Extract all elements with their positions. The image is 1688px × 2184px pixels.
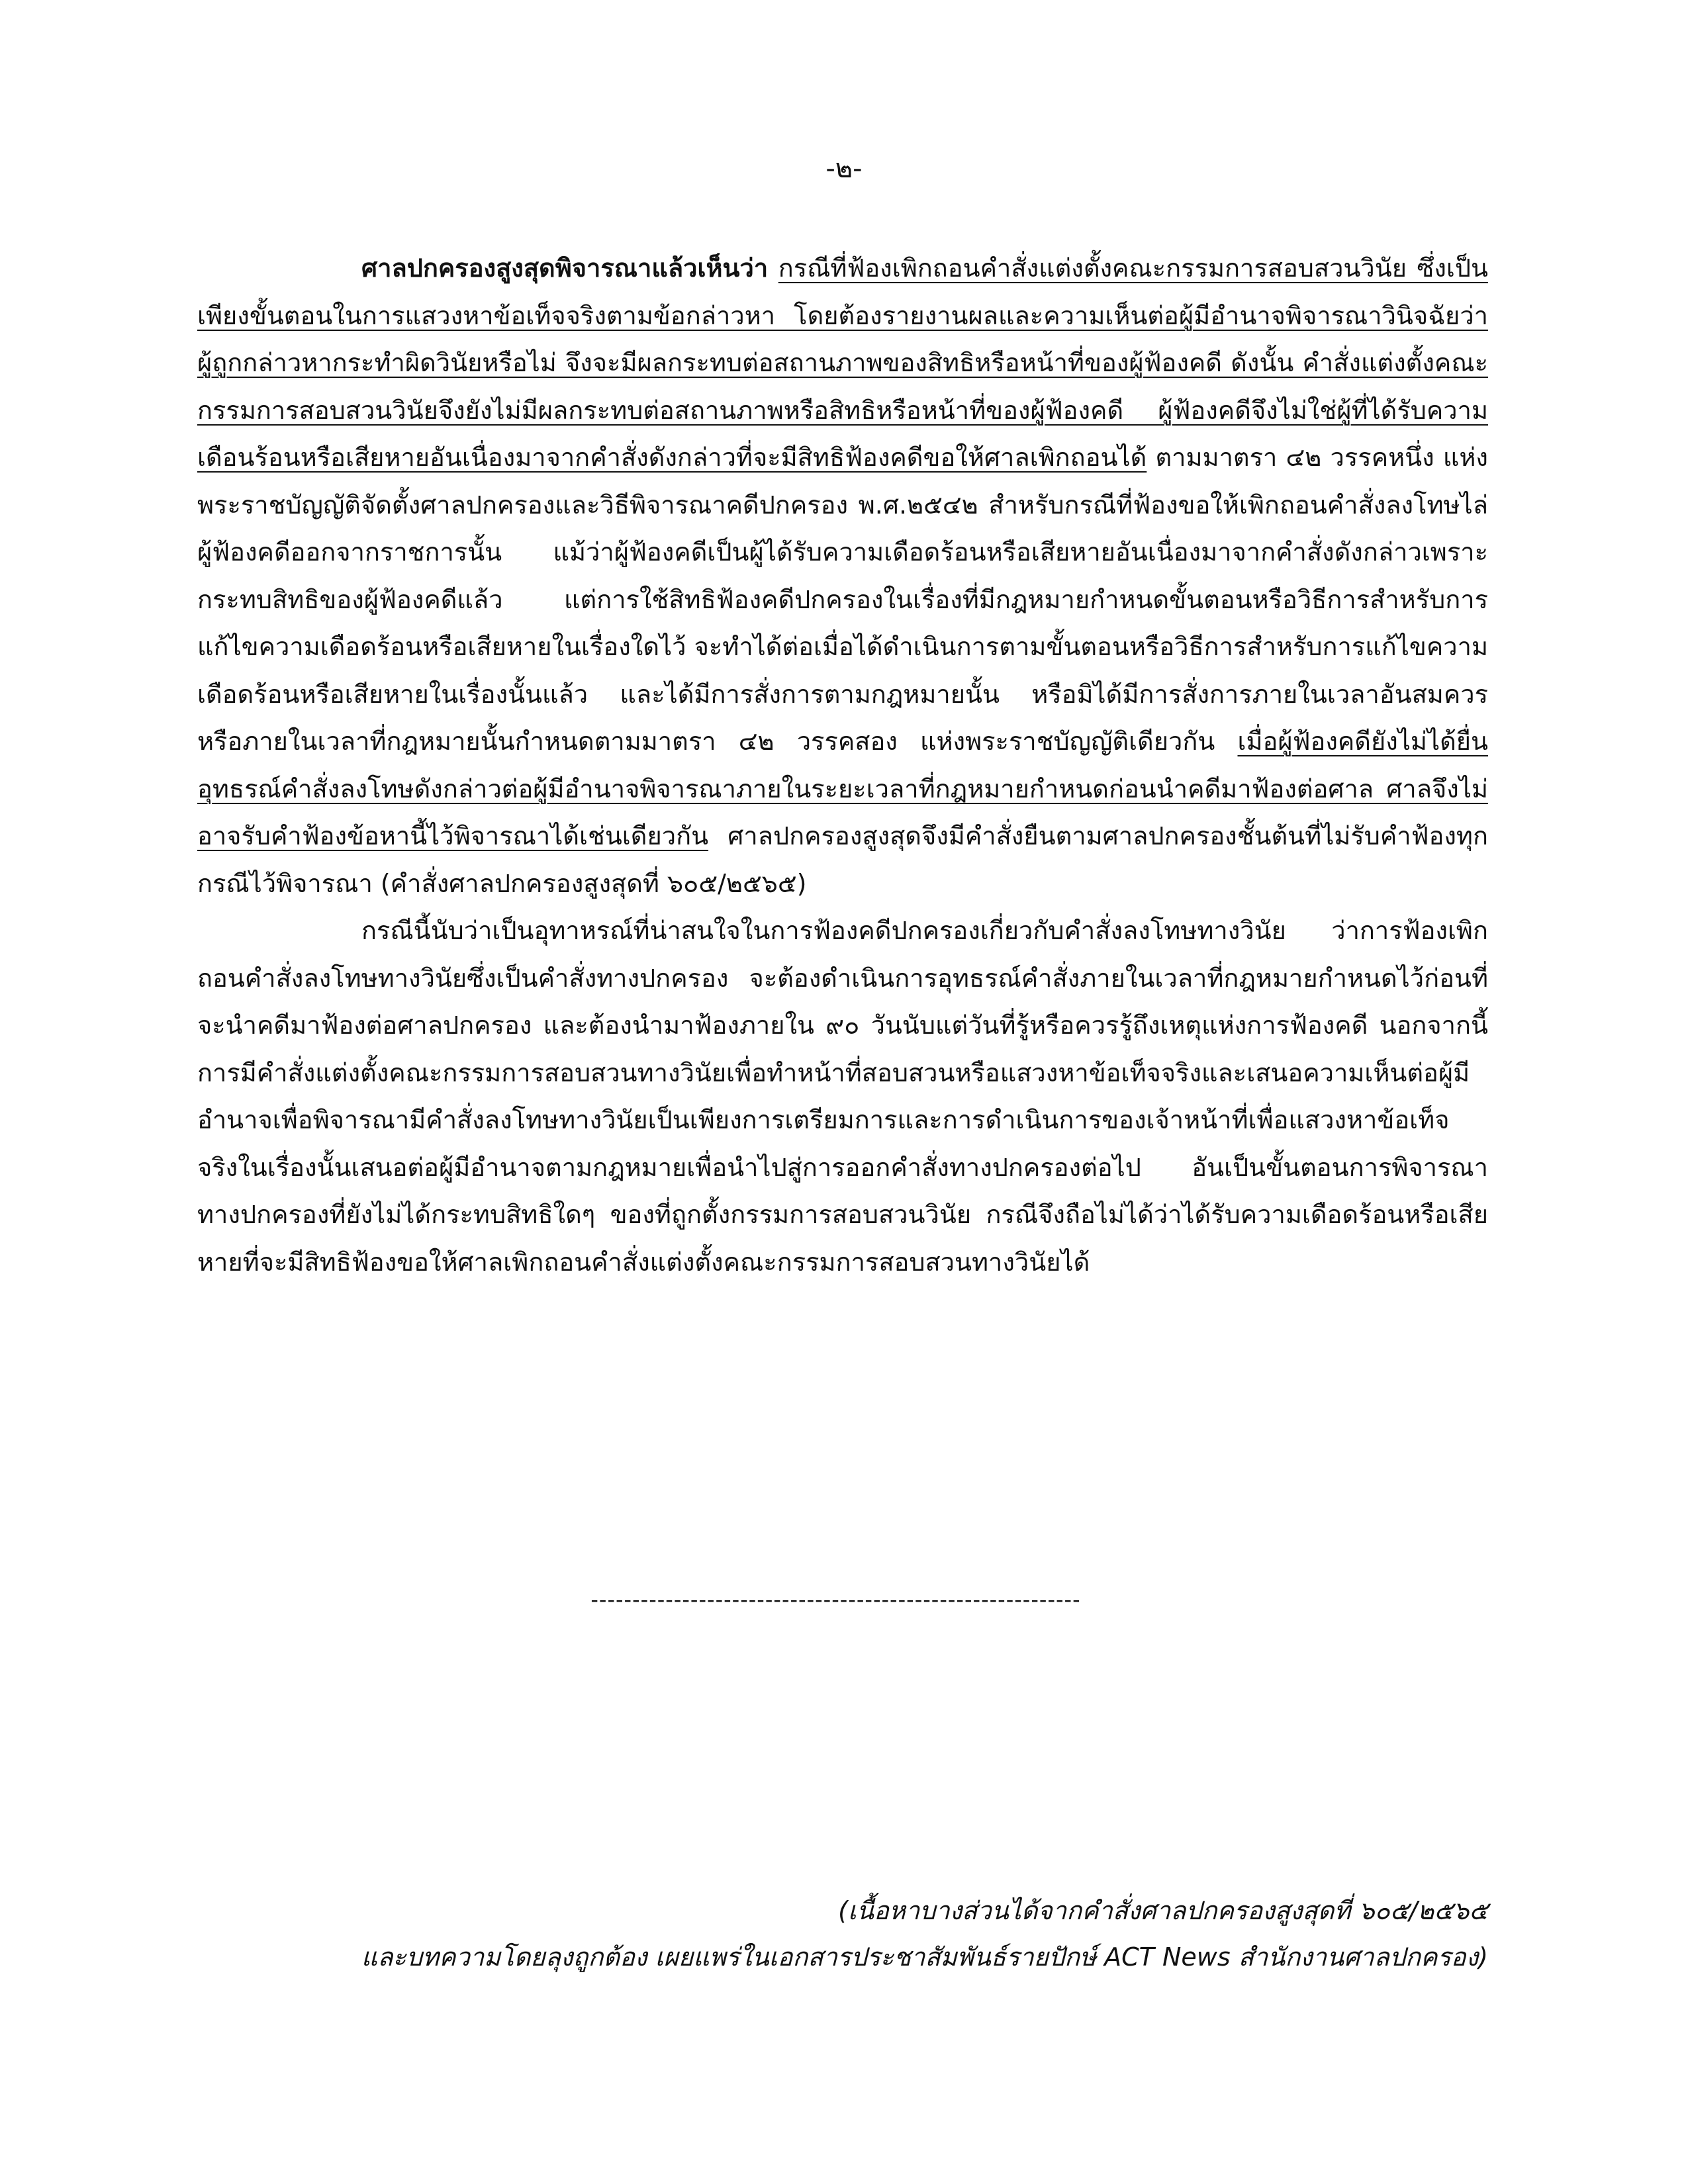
ruling-plain-text-2: ศาลปกครองสูงสุดจึงมีคำสั่งยืนตามศาลปกครองชั้นต้นที่ไม่รับคำฟ้องทุกกรณีไว้พิจารณา (คำสั่งศาลปกครองสูงสุดที่ ๖๐๕/๒๕๖๕): [197, 821, 1488, 898]
section-separator: -----------------------------------------------------------: [590, 1587, 1081, 1612]
source-line-1: (เนื้อหาบางส่วนได้จากคำสั่งศาลปกครองสูงสุดที่ ๖๐๕/๒๕๖๕: [838, 1896, 1488, 1925]
document-body: [197, 245, 1488, 1286]
source-citation: [164, 1888, 1488, 1980]
paragraph-lesson: กรณีนี้นับว่าเป็นอุทาหรณ์ที่น่าสนใจในการฟ้องคดีปกครองเกี่ยวกับคำสั่งลงโทษทางวินัย ว่าการฟ้องเพิกถอนคำสั่งลงโทษทางวินัยซึ่งเป็นคำสั่งทางปกครอง จะต้องดำเนินการอุทธรณ์คำสั่งภายในเวลาที่กฎหมายกำหนดไว้ก่อนที่จะนำคดีมาฟ้องต่อศาลปกครอง และต้องนำมาฟ้องภายใน ๙๐ วันนับแต่วันที่รู้หรือควรรู้ถึงเหตุแห่งการฟ้องคดี นอกจากนี้ การมีคำสั่งแต่งตั้งคณะกรรมการสอบสวนทางวินัยเพื่อทำหน้าที่สอบสวนหรือแสวงหาข้อเท็จจริงและเสนอความเห็นต่อผู้มีอำนาจเพื่อพิจารณามีคำสั่งลงโทษทางวินัยเป็นเพียงการเตรียมการและการดำเนินการของเจ้าหน้าที่เพื่อแสวงหาข้อเท็จจริงในเรื่องนั้นเสนอต่อผู้มีอำนาจตามกฎหมายเพื่อนำไปสู่การออกคำสั่งทางปกครองต่อไป อันเป็นขั้นตอนการพิจารณาทางปกครองที่ยังไม่ได้กระทบสิทธิใดๆ ของที่ถูกตั้งกรรมการสอบสวนวินัย กรณีจึงถือไม่ได้ว่าได้รับความเดือดร้อนหรือเสียหายที่จะมีสิทธิฟ้องขอให้ศาลเพิกถอนคำสั่งแต่งตั้งคณะกรรมการสอบสวนทางวินัยได้: [197, 916, 1488, 1277]
source-line-2: และบทความโดยลุงถูกต้อง เผยแพร่ในเอกสารประชาสัมพันธ์รายปักษ์ ACT News สำนักงานศาลปกครอง): [361, 1942, 1488, 1972]
paragraph-ruling: [197, 245, 1488, 907]
ruling-underlined-text-2: เมื่อผู้ฟ้องคดียังไม่ได้ยื่นอุทธรณ์คำสั่งลงโทษดังกล่าวต่อผู้มีอำนาจพิจารณาภายในระยะเวลาที่กฎหมายกำหนดก่อนนำคดีมาฟ้องต่อศาล ศาลจึงไม่อาจรับคำฟ้องข้อหานี้ไว้พิจารณาได้เช่นเดียวกัน: [197, 727, 1488, 850]
ruling-plain-text-1: ตามมาตรา ๔๒ วรรคหนึ่ง แห่งพระราชบัญญัติจัดตั้งศาลปกครองและวิธีพิจารณาคดีปกครอง พ.ศ.๒๕๔๒ สำหรับกรณีที่ฟ้องขอให้เพิกถอนคำสั่งลงโทษไล่ผู้ฟ้องคดีออกจากราชการนั้น แม้ว่าผู้ฟ้องคดีเป็นผู้ได้รับความเดือดร้อนหรือเสียหายอันเนื่องมาจากคำสั่งดังกล่าวเพราะกระทบสิทธิของผู้ฟ้องคดีแล้ว แต่การใช้สิทธิฟ้องคดีปกครองในเรื่องที่มีกฎหมายกำหนดขั้นตอนหรือวิธีการสำหรับการแก้ไขความเดือดร้อนหรือเสียหายในเรื่องใดไว้ จะทำได้ต่อเมื่อได้ดำเนินการตามขั้นตอนหรือวิธีการสำหรับการแก้ไขความเดือดร้อนหรือเสียหายในเรื่องนั้นแล้ว และได้มีการสั่งการตามกฎหมายนั้น หรือมิได้มีการสั่งการภายในเวลาอันสมควร หรือภายในเวลาที่กฎหมายนั้นกำหนดตามมาตรา ๔๒ วรรคสอง แห่งพระราชบัญญัติเดียวกัน: [197, 443, 1488, 756]
ruling-underlined-text-1: กรณีที่ฟ้องเพิกถอนคำสั่งแต่งตั้งคณะกรรมการสอบสวนวินัย ซึ่งเป็นเพียงขั้นตอนในการแสวงหาข้อเท็จจริงตามข้อกล่าวหา โดยต้องรายงานผลและความเห็นต่อผู้มีอำนาจพิจารณาวินิจฉัยว่าผู้ถูกกล่าวหากระทำผิดวินัยหรือไม่ จึงจะมีผลกระทบต่อสถานภาพของสิทธิหรือหน้าที่ของผู้ฟ้องคดี ดังนั้น คำสั่งแต่งตั้งคณะกรรมการสอบสวนวินัยจึงยังไม่มีผลกระทบต่อสถานภาพหรือสิทธิหรือหน้าที่ของผู้ฟ้องคดี ผู้ฟ้องคดีจึงไม่ใช่ผู้ที่ได้รับความเดือนร้อนหรือเสียหายอันเนื่องมาจากคำสั่งดังกล่าวที่จะมีสิทธิฟ้องคดีขอให้ศาลเพิกถอนได้: [197, 253, 1488, 472]
ruling-lead-text: ศาลปกครองสูงสุดพิจารณาแล้วเห็นว่า: [361, 253, 769, 283]
page-number: -๒-: [825, 154, 863, 184]
